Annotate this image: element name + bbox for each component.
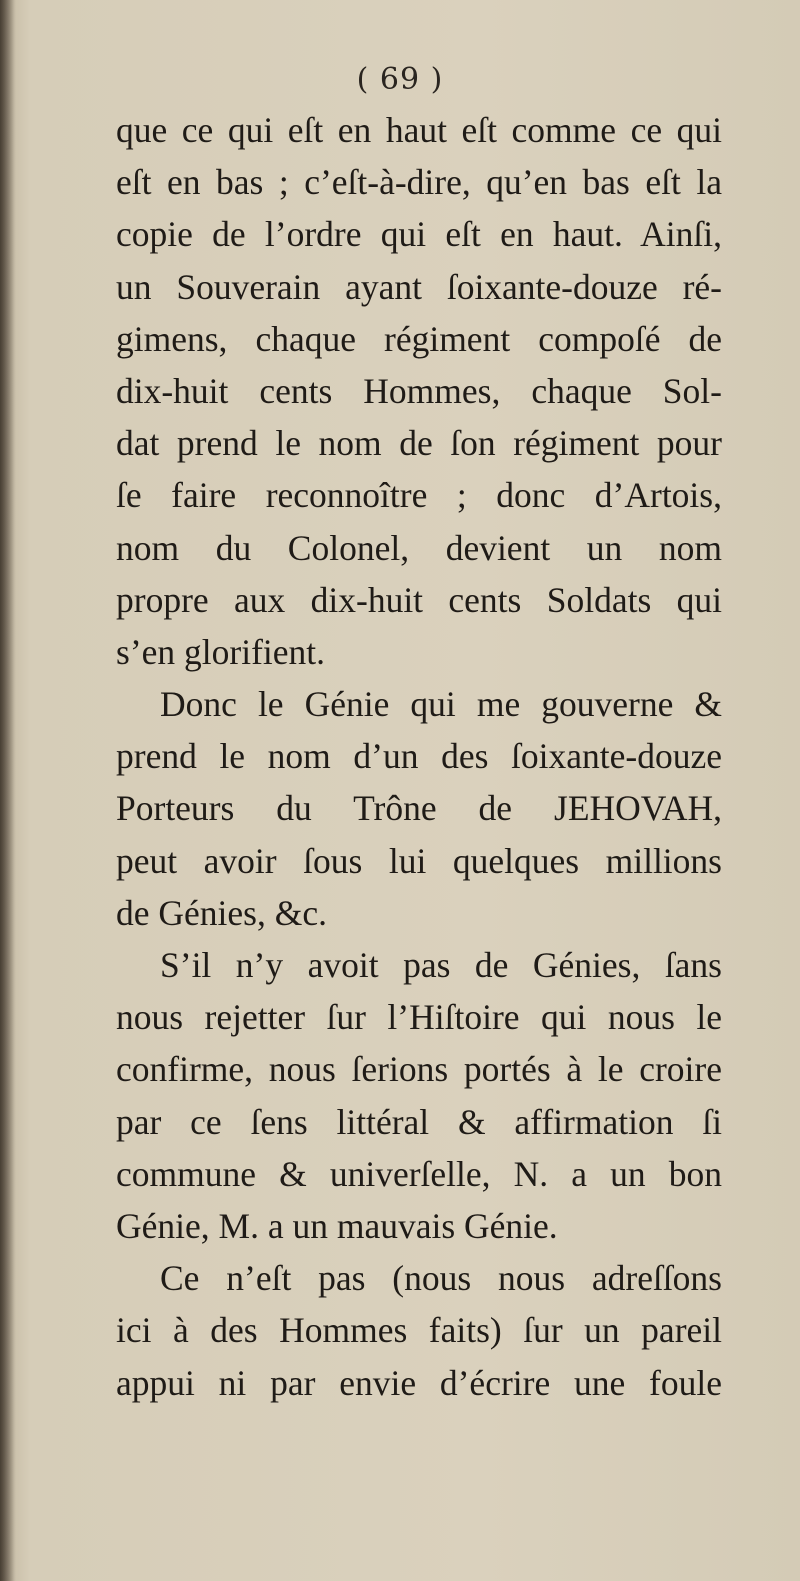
text-line-paragraph-start: Ce n’eſt pas (nous nous adreſſons xyxy=(160,1258,722,1299)
text-line: dix-huit cents Hommes, chaque Sol- xyxy=(116,370,722,411)
text-line: peut avoir ſous lui quelques millions xyxy=(116,840,722,881)
text-line-paragraph-end: Génie, M. a un mauvais Génie. xyxy=(116,1205,558,1246)
text-line: prend le nom d’un des ſoixante-douze xyxy=(116,736,722,777)
text-line-paragraph-start: S’il n’y avoit pas de Génies, ſans xyxy=(160,945,722,985)
text-line: un Souverain ayant ſoixante-douze ré- xyxy=(116,266,722,307)
text-line: ici à des Hommes faits) ſur un pareil xyxy=(116,1310,722,1351)
text-line-paragraph-start: Donc le Génie qui me gouverne & xyxy=(160,684,722,725)
text-line: gimens, chaque régiment compoſé de xyxy=(116,318,722,359)
text-line: que ce qui eſt en haut eſt comme ce qui xyxy=(116,110,722,150)
text-line: propre aux dix-huit cents Soldats qui xyxy=(116,579,722,620)
page-spine-shadow xyxy=(0,0,16,1581)
text-line-paragraph-end: s’en glorifient. xyxy=(116,631,325,672)
text-line: eſt en bas ; c’eſt-à-dire, qu’en bas eſt la xyxy=(116,162,722,203)
text-line-paragraph-end: de Génies, &c. xyxy=(116,892,327,933)
text-line: nom du Colonel, devient un nom xyxy=(116,527,722,568)
text-line: copie de l’ordre qui eſt en haut. Ainſi, xyxy=(116,214,722,255)
page-number: ( 69 ) xyxy=(356,62,444,97)
text-line: Porteurs du Trône de JEHOVAH, xyxy=(116,788,722,829)
text-line: commune & univerſelle, N. a un bon xyxy=(116,1153,722,1194)
text-line: dat prend le nom de ſon régiment pour xyxy=(116,423,722,464)
text-line: nous rejetter ſur l’Hiſtoire qui nous le xyxy=(116,997,722,1038)
body-text xyxy=(116,104,722,1409)
text-line: confirme, nous ſerions portés à le croire xyxy=(116,1049,722,1090)
text-line: appui ni par envie d’écrire une foule xyxy=(116,1362,722,1403)
text-line: par ce ſens littéral & affirmation ſi xyxy=(116,1101,722,1142)
text-line: ſe faire reconnoître ; donc d’Artois, xyxy=(116,475,722,516)
